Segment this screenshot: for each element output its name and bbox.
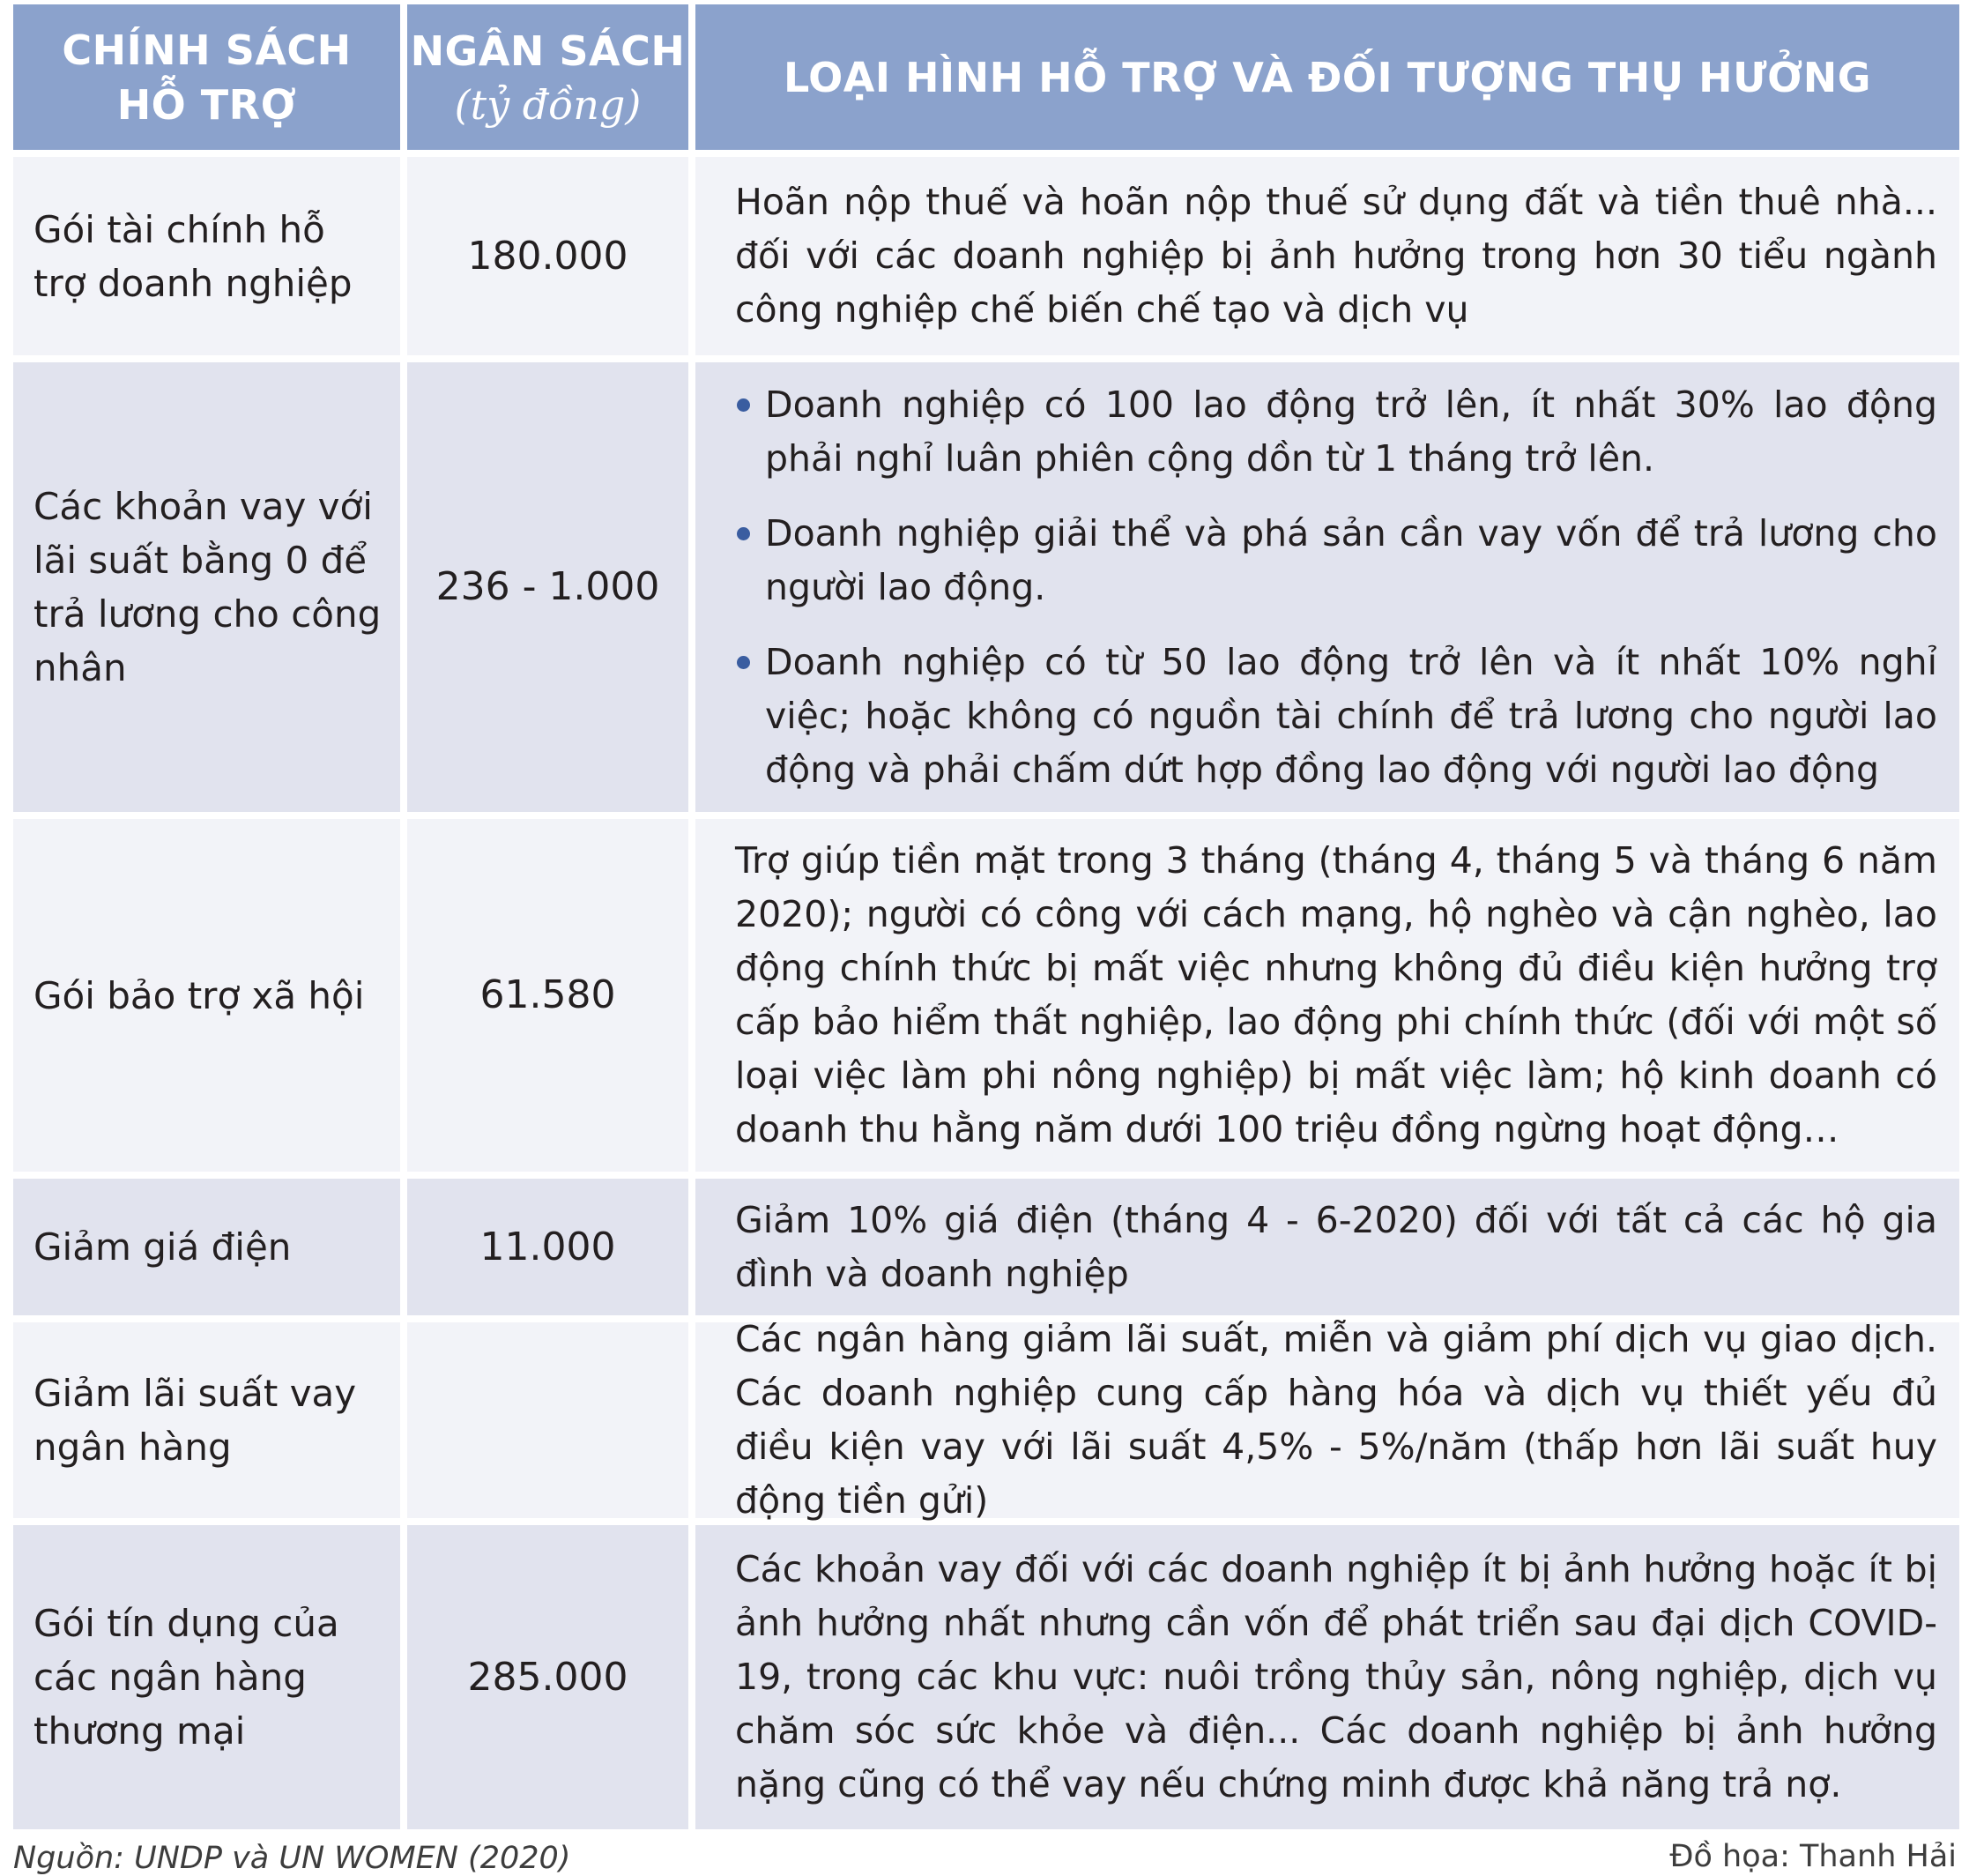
policy-name: Giảm giá điện [33, 1225, 292, 1269]
support-details: Các khoản vay đối với các doanh nghiệp ít bị ảnh hưởng hoặc ít bị ảnh hưởng nhất nhưng cần vốn để phát triển sau đại dịch COVID-19, trong các khu vực: nuôi trồng thủy sản, nông nghiệp, dịch vụ chăm sóc sức khỏe và điện... Các doanh nghiệp bị ảnh hưởng nặng cũng có thể vay nếu chứng minh được khả năng trả nợ. [735, 1548, 1937, 1805]
table-header-row [13, 4, 1959, 150]
header-policy-cell [13, 4, 400, 150]
header-budget-title: NGÂN SÁCH [410, 26, 686, 75]
list-item: Doanh nghiệp có từ 50 lao động trở lên và ít nhất 10% nghỉ việc; hoặc không có nguồn tài chính để trả lương cho người lao động và phải chấm dứt hợp đồng lao động với người lao động [735, 636, 1937, 797]
support-details: Các ngân hàng giảm lãi suất, miễn và giảm phí dịch vụ giao dịch. Các doanh nghiệp cung cấp hàng hóa và dịch vụ thiết yếu đủ điều kiện vay với lãi suất 4,5% - 5%/năm (thấp hơn lãi suất huy động tiền gửi) [735, 1318, 1937, 1522]
header-budget-unit: (tỷ đồng) [454, 80, 642, 129]
list-item: Doanh nghiệp giải thể và phá sản cần vay vốn để trả lương cho người lao động. [735, 507, 1937, 614]
support-details: Giảm 10% giá điện (tháng 4 - 6-2020) đối với tất cả các hộ gia đình và doanh nghiệp [735, 1198, 1937, 1295]
table-row [13, 1318, 1959, 1522]
policy-name: Các khoản vay với lãi suất bằng 0 để trả lương cho công nhân [33, 485, 382, 689]
table-row [13, 157, 1959, 355]
support-details: Hoãn nộp thuế và hoãn nộp thuế sử dụng đất và tiền thuê nhà... đối với các doanh nghiệp bị ảnh hưởng trong hơn 30 tiểu ngành công nghiệp chế biến chế tạo và dịch vụ [735, 181, 1937, 331]
graphics-credit: Đồ họa: Thanh Hải [1669, 1839, 1957, 1874]
budget-value: 11.000 [479, 1224, 616, 1269]
header-budget-cell [407, 4, 688, 150]
support-details-list [735, 378, 1937, 797]
source-note: Nguồn: UNDP và UN WOMEN (2020) [13, 1841, 571, 1876]
header-details-title: LOẠI HÌNH HỖ TRỢ VÀ ĐỐI TƯỢNG THỤ HƯỞNG [784, 53, 1871, 101]
budget-value: 61.580 [479, 972, 616, 1017]
budget-value: 285.000 [467, 1654, 628, 1700]
header-details-cell [695, 4, 1959, 150]
table-row [13, 1525, 1959, 1829]
policy-name: Gói tài chính hỗ trợ doanh nghiệp [33, 207, 353, 305]
policy-name: Gói tín dụng của các ngân hàng thương mại [33, 1602, 339, 1753]
bullet-dot-icon [737, 527, 750, 540]
policy-name: Gói bảo trợ xã hội [33, 973, 365, 1017]
table-row [13, 1179, 1959, 1315]
budget-value: 236 - 1.000 [435, 564, 660, 609]
bullet-dot-icon [737, 398, 750, 412]
budget-value: 180.000 [467, 233, 628, 279]
support-details: Trợ giúp tiền mặt trong 3 tháng (tháng 4, tháng 5 và tháng 6 năm 2020); người có công với cách mạng, hộ nghèo và cận nghèo, lao động chính thức bị mất việc nhưng không đủ điều kiện hưởng trợ cấp bảo hiểm thất nghiệp, lao động phi chính thức (đối với một số loại việc làm phi nông nghiệp) bị mất việc làm; hộ kinh doanh có doanh thu hằng năm dưới 100 triệu đồng ngừng hoạt động… [735, 839, 1937, 1150]
bullet-dot-icon [737, 656, 750, 669]
policy-name: Giảm lãi suất vay ngân hàng [33, 1372, 357, 1469]
table-row [13, 362, 1959, 812]
header-policy-title: CHÍNH SÁCH HỖ TRỢ [62, 26, 352, 129]
list-item: Doanh nghiệp có 100 lao động trở lên, ít nhất 30% lao động phải nghỉ luân phiên cộng dồn từ 1 tháng trở lên. [735, 378, 1937, 486]
table-row [13, 819, 1959, 1172]
